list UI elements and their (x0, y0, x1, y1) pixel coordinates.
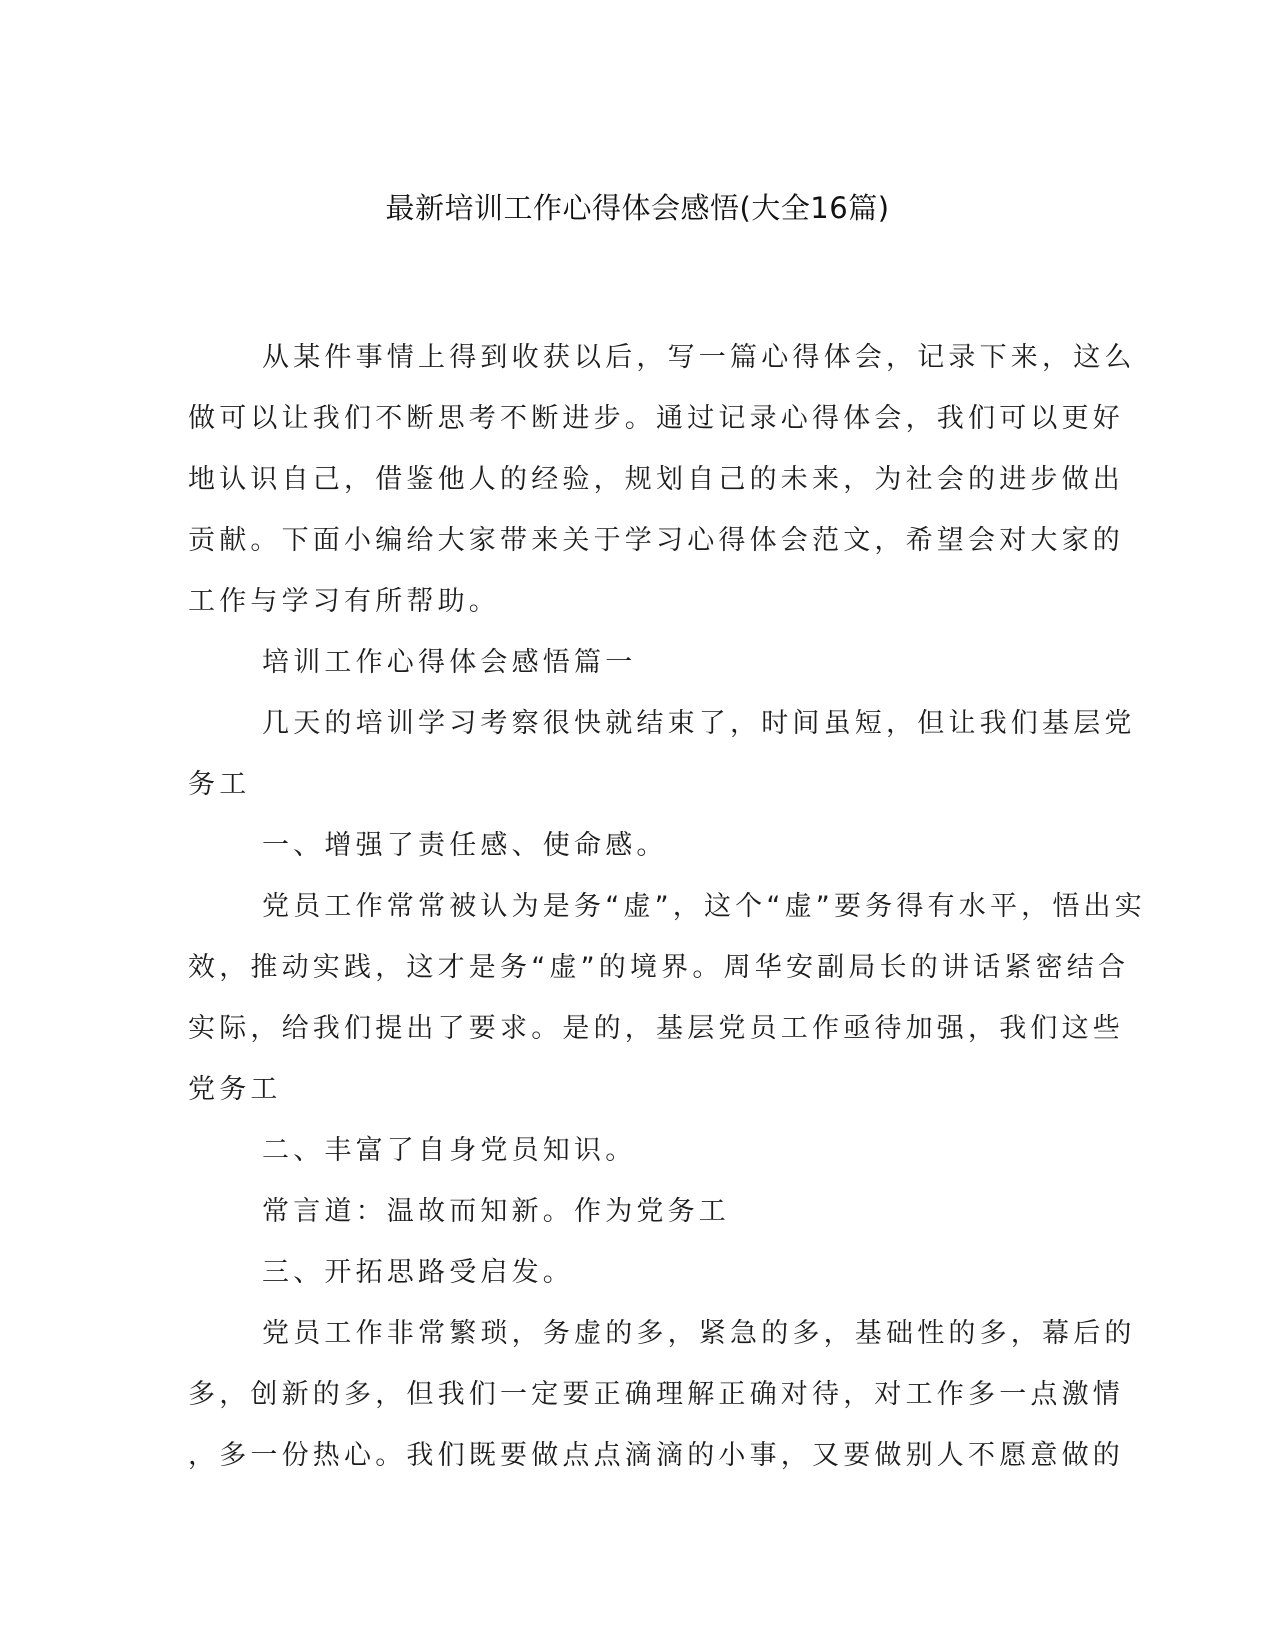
text-line: 党员工作常常被认为是务“虚”，这个“虚”要务得有水平，悟出实 (262, 891, 1146, 922)
text-line: 三、开拓思路受启发。 (262, 1257, 574, 1288)
text-line: 从某件事情上得到收获以后，写一篇心得体会，记录下来，这么 (262, 342, 1136, 373)
text-line: 地认识自己，借鉴他人的经验，规划自己的未来，为社会的进步做出 (188, 464, 1124, 495)
text-line: 效，推动实践，这才是务“虚”的境界。周华安副局长的讲话紧密结合 (188, 952, 1130, 983)
text-line: 实际，给我们提出了要求。是的，基层党员工作亟待加强，我们这些 (188, 1013, 1124, 1044)
text-line: 培训工作心得体会感悟篇一 (262, 647, 637, 678)
text-line: 党员工作非常繁琐，务虚的多，紧急的多，基础性的多，幕后的 (262, 1318, 1136, 1349)
text-line: 务工 (188, 769, 251, 800)
text-line: 二、丰富了自身党员知识。 (262, 1135, 637, 1166)
text-line: 贡献。下面小编给大家带来关于学习心得体会范文，希望会对大家的 (188, 525, 1124, 556)
text-line: 党务工 (188, 1074, 282, 1105)
text-line: 做可以让我们不断思考不断进步。通过记录心得体会，我们可以更好 (188, 403, 1124, 434)
text-line: 多，创新的多，但我们一定要正确理解正确对待，对工作多一点激情 (188, 1379, 1124, 1410)
text-line: 工作与学习有所帮助。 (188, 586, 500, 617)
text-line: 一、增强了责任感、使命感。 (262, 830, 668, 861)
text-line: 常言道：温故而知新。作为党务工 (262, 1196, 730, 1227)
text-line: ，多一份热心。我们既要做点点滴滴的小事，又要做别人不愿意做的 (188, 1440, 1124, 1471)
text-line: 几天的培训学习考察很快就结束了，时间虽短，但让我们基层党 (262, 708, 1136, 739)
document-title: 最新培训工作心得体会感悟(大全16篇) (385, 191, 890, 225)
document-body (188, 327, 1146, 1486)
